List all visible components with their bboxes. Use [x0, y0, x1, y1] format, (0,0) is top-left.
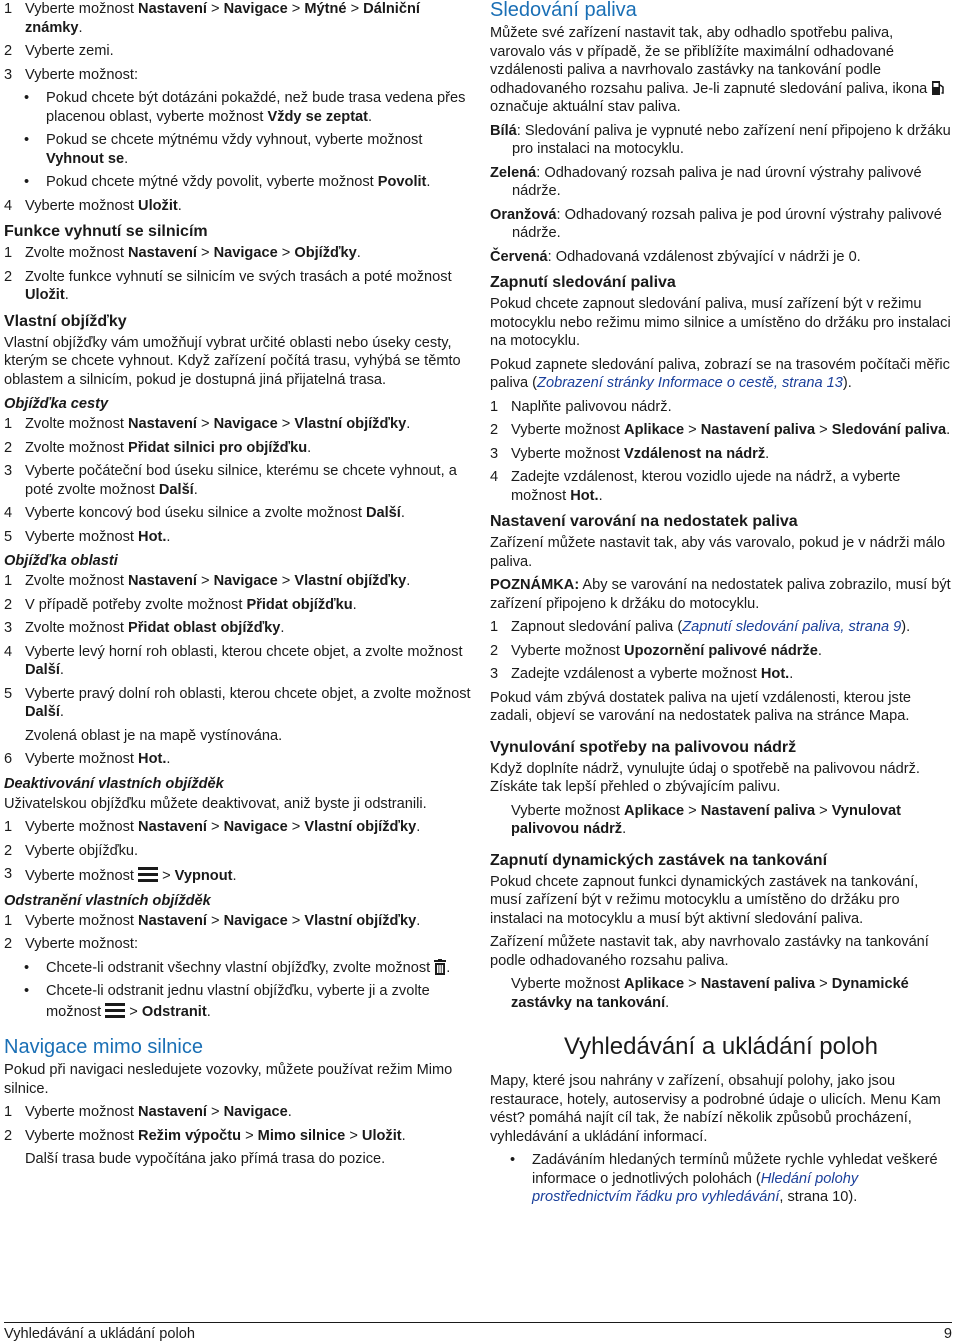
list-item: 1 Vyberte možnost Nastavení > Navigace. [4, 1103, 474, 1122]
paragraph-text: Pokud zapnete sledování paliva, zobrazí se na trasovém počítači měřic paliva ( [490, 356, 950, 391]
step-text-post: ). [901, 619, 911, 635]
definition-white: Bílá: Sledování paliva je vypnuté nebo zařízení není připojeno k držáku pro instalaci na motocyklu. [490, 122, 951, 157]
subsection-heading: Objížďka oblasti [4, 553, 118, 569]
section-heading: Zapnutí sledování paliva [490, 274, 676, 291]
step-text: Zvolte možnost Nastavení > Navigace > Vlastní objížďky. [25, 573, 411, 589]
footer-title: Vyhledávání a ukládání poloh [4, 1326, 195, 1342]
step-text: Naplňte palivovou nádrž. [511, 398, 672, 415]
step-text: Vyberte možnost Aplikace > Nastavení paliva > Sledování paliva. [511, 422, 951, 438]
step-text: Zvolte možnost Přidat oblast objížďky. [25, 620, 285, 636]
step-text-pre: Zapnout sledování paliva ( [511, 619, 683, 635]
cross-reference-link[interactable]: Hledání polohy prostřednictvím řádku pro vyhledávání [532, 1170, 859, 1205]
subsection-heading: Deaktivování vlastních objížděk [4, 775, 224, 792]
note-label: POZNÁMKA: [490, 577, 580, 593]
list-item: 1 Vyberte možnost Nastavení > Navigace > Vlastní objížďky. [4, 912, 474, 931]
step-text: Vyberte možnost: [25, 66, 139, 83]
bullet-item: • Chcete-li odstranit jednu vlastní objížďku, vyberte ji a zvolte možnost > Odstranit. [4, 982, 474, 1021]
list-item: 3 Vyberte možnost: [4, 66, 474, 85]
list-item: 1 Zvolte možnost Nastavení > Navigace > Objížďky. [4, 244, 474, 263]
step-text: Vyberte možnost Aplikace > Nastavení paliva > Dynamické zastávky na tankování. [511, 976, 909, 1011]
list-item: 4 Vyberte možnost Uložit. [4, 197, 474, 216]
paragraph: Pokud při navigaci nesledujete vozovky, můžete používat režim Mimo silnice. [4, 1062, 453, 1097]
step-text: Vyberte pravý dolní roh oblasti, kterou chcete objet, a zvolte možnost Další. [25, 685, 471, 720]
step-text: Zvolte možnost Nastavení > Navigace > Objížďky. [25, 245, 361, 261]
list-item: 1 Zapnout sledování paliva (Zapnutí sledování paliva, strana 9). [490, 618, 952, 637]
list-item: 3 Zvolte možnost Přidat oblast objížďky. [4, 619, 474, 638]
list-item: 2 Vyberte objížďku. [4, 842, 474, 861]
list-item: 2 Zvolte funkce vyhnutí se silnicím ve svých trasách a poté možnost Uložit. [4, 268, 474, 305]
bullet-text [46, 982, 474, 1021]
step-text: Vyberte koncový bod úseku silnice a zvolte možnost Další. [25, 505, 405, 521]
list-item: 6 Vyberte možnost Hot.. [4, 750, 474, 769]
step-text-post: > Vypnout. [162, 868, 237, 884]
definition-orange: Oranžová: Odhadovaný rozsah paliva je pod úrovní výstrahy palivové nádrže. [490, 206, 942, 241]
step-text: Vyberte možnost Režim výpočtu > Mimo silnice > Uložit. [25, 1127, 406, 1144]
step-text: Vyberte možnost Vzdálenost na nádrž. [511, 445, 770, 462]
bullet-text-post: , strana 10). [779, 1189, 858, 1205]
step-text: Vyberte možnost Hot.. [25, 751, 171, 767]
list-item: 5 Vyberte pravý dolní roh oblasti, kterou chcete objet, a zvolte možnost Další. [4, 685, 474, 722]
list-item: 1 Vyberte možnost Nastavení > Navigace > Vlastní objížďky. [4, 818, 474, 837]
list-item: 4 Vyberte koncový bod úseku silnice a zvolte možnost Další. [4, 504, 474, 523]
menu-icon [105, 1001, 125, 1019]
list-item: 1 Naplňte palivovou nádrž. [490, 398, 952, 417]
step-text: Vyberte možnost: [25, 936, 139, 952]
bullet-text: Pokud chcete být dotázáni pokaždé, než bude trasa vedena přes placenou oblast, vyberte možnost Vždy se zeptat. [46, 90, 466, 125]
bullet-item: • Zadáváním hledaných termínů můžete rychle vyhledat veškeré informace o jednotlivých polohách (Hledání polohy prostřednictvím řádku pro vyhledávání, strana 10). [490, 1151, 952, 1207]
list-item: 1 Zvolte možnost Nastavení > Navigace > Vlastní objížďky. [4, 572, 474, 591]
paragraph: Zařízení můžete nastavit tak, aby navrhovalo zastávky na tankování podle odhadovaného rozsahu paliva. [490, 934, 929, 969]
bullet-text-pre: Chcete-li odstranit všechny vlastní objížďky, zvolte možnost [46, 959, 435, 976]
paragraph-text: Můžete své zařízení nastavit tak, aby odhadlo spotřebu paliva, varovalo vás v případě, že se přiblížíte maximální odhadované vzdálenosti paliva a navrhovalo zastávky na tankování podle odhadovaného rozsahu paliva. Je-li zapnuté sledování paliva, ikona [490, 25, 932, 97]
list-item: 1 Zvolte možnost Nastavení > Navigace > Vlastní objížďky. [4, 415, 474, 434]
step-text: Vyberte možnost Nastavení > Navigace > Vlastní objížďky. [25, 912, 421, 929]
step-text: Vyberte objížďku. [25, 842, 139, 859]
step-text: Vyberte možnost Hot.. [25, 528, 171, 545]
list-item: 4 Zadejte vzdálenost, kterou vozidlo ujede na nádrž, a vyberte možnost Hot.. [490, 468, 952, 505]
list-item: 2 Vyberte možnost: [4, 935, 474, 954]
right-column [490, 0, 952, 1212]
section-title: Sledování paliva [490, 0, 637, 21]
page-number: 9 [943, 1326, 952, 1342]
fuel-pump-icon [931, 80, 945, 96]
paragraph: Zařízení můžete nastavit tak, aby vás varovalo, pokud je v nádrži málo paliva. [490, 535, 946, 570]
bullet-item: • Pokud chcete být dotázáni pokaždé, než bude trasa vedena přes placenou oblast, vyberte možnost Vždy se zeptat. [4, 89, 474, 126]
list-item: 3 Vyberte počáteční bod úseku silnice, kterému se chcete vyhnout, a poté zvolte možnost Další. [4, 462, 474, 499]
list-item: 4 Vyberte levý horní roh oblasti, kterou chcete objet, a zvolte možnost Další. [4, 643, 474, 680]
paragraph-text: ). [842, 375, 852, 391]
paragraph [490, 356, 952, 393]
definition-red: Červená: Odhadovaná vzdálenost zbývající v nádrži je 0. [490, 248, 861, 265]
step-text: Vyberte levý horní roh oblasti, kterou chcete objet, a zvolte možnost Další. [25, 643, 463, 678]
bullet-text-pre: Zadáváním hledaných termínů můžete rychle vyhledat veškeré informace o jednotlivých polohách ( [532, 1152, 938, 1187]
list-item: 2 Vyberte zemi. [4, 42, 474, 61]
bullet-item: • Chcete-li odstranit všechny vlastní objížďky, zvolte možnost . [4, 959, 474, 978]
step-text: Vyberte možnost Uložit. [25, 197, 182, 214]
bullet-item: • Pokud chcete mýtné vždy povolit, vyberte možnost Povolit. [4, 173, 474, 192]
list-item: 1 Vyberte možnost Nastavení > Navigace > Mýtné > Dálniční známky. [4, 0, 474, 37]
step-text: Zadejte vzdálenost a vyberte možnost Hot.. [511, 666, 794, 682]
list-item: 2 Vyberte možnost Upozornění palivové nádrže. [490, 642, 952, 661]
chapter-title: Vyhledávání a ukládání poloh [563, 1033, 878, 1060]
step-text: Vyberte zemi. [25, 43, 114, 59]
paragraph: Vlastní objížďky vám umožňují vybrat určité oblasti nebo úseky cesty, kterým se chcete vyhnout. Když zařízení počítá trasu, vyhýbá se těmto oblastem a silnicím, pokud je dostupná jiná přijatelná trasa. [4, 334, 461, 388]
menu-icon [138, 865, 158, 883]
left-column [4, 0, 474, 1174]
subsection-heading: Objížďka cesty [4, 396, 109, 412]
list-item: 2 Vyberte možnost Aplikace > Nastavení paliva > Sledování paliva. [490, 422, 951, 438]
step-text: Zvolte možnost Nastavení > Navigace > Vlastní objížďky. [25, 416, 411, 432]
bullet-text-post: > Odstranit. [129, 1003, 211, 1020]
paragraph: Pokud chcete zapnout sledování paliva, musí zařízení být v režimu motocyklu nebo režimu mimo silnice a umístěno do držáku pro instalaci na motocyklu. [490, 296, 951, 349]
section-title: Navigace mimo silnice [4, 1036, 203, 1058]
paragraph: Uživatelskou objížďku můžete deaktivovat, aniž byste ji odstranili. [4, 795, 427, 812]
step-text: Vyberte počáteční bod úseku silnice, kterému se chcete vyhnout, a poté zvolte možnost Další. [25, 463, 457, 498]
list-item: 3 Vyberte možnost > Vypnout. [4, 865, 474, 886]
step-note: Další trasa bude vypočítána jako přímá trasa do pozice. [25, 1151, 386, 1167]
definition-green: Zelená: Odhadovaný rozsah paliva je nad úrovní výstrahy palivové nádrže. [490, 164, 922, 199]
paragraph: Mapy, které jsou nahrány v zařízení, obsahují polohy, jako jsou restaurace, hotely, autoservisy a podrobné údaje o ulicích. Menu Kam vést? pomáhá najít cíl tak, že nabízí několik způsobů procházení, vyhledávání a ukládání informací. [490, 1073, 941, 1145]
list-item: 5 Vyberte možnost Hot.. [4, 528, 474, 547]
step-text: Zadejte vzdálenost, kterou vozidlo ujede na nádrž, a vyberte možnost Hot.. [511, 469, 901, 504]
bullet-item: • Pokud se chcete mýtnému vždy vyhnout, vyberte možnost Vyhnout se. [4, 131, 474, 168]
list-item: 2 Zvolte možnost Přidat silnici pro objížďku. [4, 439, 474, 458]
step-note: Zvolená oblast je na mapě vystínována. [25, 727, 283, 744]
step-text: Zvolte možnost Přidat silnici pro objížďku. [25, 439, 312, 456]
section-heading: Zapnutí dynamických zastávek na tankování [490, 851, 828, 869]
section-heading: Vynulování spotřeby na palivovou nádrž [490, 738, 797, 756]
footer-rule [4, 1322, 952, 1323]
paragraph: Pokud vám zbývá dostatek paliva na ujetí vzdálenosti, kterou jste zadali, objeví se varování na nedostatek paliva na stránce Mapa. [490, 689, 912, 724]
step-text: Vyberte možnost Upozornění palivové nádrže. [511, 642, 822, 659]
note [490, 576, 952, 613]
step-text: Vyberte možnost Nastavení > Navigace > Vlastní objížďky. [25, 819, 421, 835]
subsection-heading: Odstranění vlastních objížděk [4, 892, 211, 909]
paragraph-text: označuje aktuální stav paliva. [490, 99, 681, 115]
paragraph: Když doplníte nádrž, vynulujte údaj o spotřebě na palivovou nádrž. Získáte tak lepší přehled o zbývajícím palivu. [490, 760, 920, 795]
step-text [511, 618, 952, 637]
section-heading: Vlastní objížďky [4, 312, 127, 330]
step-text-pre: Vyberte možnost [25, 868, 139, 884]
list-item: 2 V případě potřeby zvolte možnost Přidat objížďku. [4, 596, 474, 615]
bullet-text: Pokud chcete mýtné vždy povolit, vyberte možnost Povolit. [46, 174, 431, 190]
paragraph [490, 24, 952, 117]
page-footer [4, 1322, 952, 1343]
trash-icon [434, 959, 446, 975]
bullet-text: Chcete-li odstranit všechny vlastní objížďky, zvolte možnost . [46, 959, 451, 976]
section-heading: Funkce vyhnutí se silnicím [4, 223, 208, 240]
cross-reference-link[interactable]: Zapnutí sledování paliva, strana 9 [682, 619, 902, 635]
list-item: 3 Vyberte možnost Vzdálenost na nádrž. [490, 445, 952, 464]
list-item: 3 Zadejte vzdálenost a vyberte možnost Hot.. [490, 665, 952, 684]
step-text [25, 865, 474, 886]
bullet-text [532, 1151, 952, 1207]
bullet-text-pre: Chcete-li odstranit jednu vlastní objížďku, vyberte ji a zvolte možnost [46, 983, 430, 1020]
cross-reference-link[interactable]: Zobrazení stránky Informace o cestě, strana 13 [537, 375, 843, 391]
note-text: Aby se varování na nedostatek paliva zobrazilo, musí být zařízení připojeno k držáku do motocyklu. [490, 577, 951, 612]
step-text: Vyberte možnost Nastavení > Navigace > Mýtné > Dálniční známky. [25, 1, 420, 36]
step-text: Vyberte možnost Aplikace > Nastavení paliva > Vynulovat palivovou nádrž. [511, 802, 901, 837]
bullet-text: Pokud se chcete mýtnému vždy vyhnout, vyberte možnost Vyhnout se. [46, 132, 423, 167]
paragraph: Pokud chcete zapnout funkci dynamických zastávek na tankování, musí zařízení být v režimu motocyklu a umístěno do držáku pro instalaci na motocyklu a musí být aktivní sledování paliva. [490, 873, 919, 927]
step-text: Zvolte funkce vyhnutí se silnicím ve svých trasách a poté možnost Uložit. [25, 268, 452, 303]
step-text: Vyberte možnost Nastavení > Navigace. [25, 1104, 292, 1120]
section-heading: Nastavení varování na nedostatek paliva [490, 513, 798, 530]
list-item: 2 Vyberte možnost Režim výpočtu > Mimo silnice > Uložit. [4, 1127, 474, 1146]
step-text: V případě potřeby zvolte možnost Přidat objížďku. [25, 596, 357, 613]
